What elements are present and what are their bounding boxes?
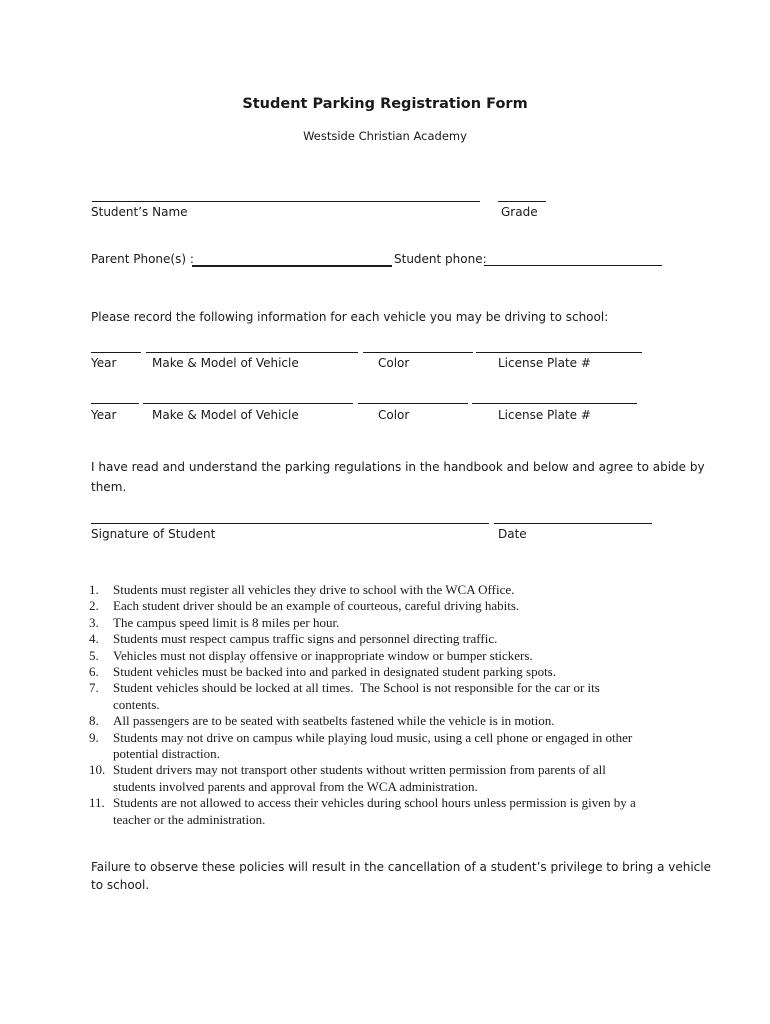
rule-number: 10. <box>89 762 106 778</box>
agreement-text-line1: I have read and understand the parking regulations in the handbook and below and agree to abide by <box>91 460 705 474</box>
vehicle1-color-line[interactable] <box>363 352 473 353</box>
rule-text: The campus speed limit is 8 miles per hour. <box>113 614 340 630</box>
vehicle2-year-line[interactable] <box>91 403 139 404</box>
rule-text: students involved parents and approval from the WCA administration. <box>113 778 478 794</box>
agreement-text-line2: them. <box>91 480 127 494</box>
grade-label: Grade <box>501 205 538 219</box>
vehicle1-year-label: Year <box>91 356 117 370</box>
vehicle2-make-label: Make & Model of Vehicle <box>152 408 299 422</box>
vehicle1-make-line[interactable] <box>146 352 358 353</box>
student-name-line[interactable] <box>92 201 480 202</box>
rule-number: 8. <box>89 713 99 729</box>
rule-text: teacher or the administration. <box>113 811 266 827</box>
rule-text: Students must respect campus traffic signs and personnel directing traffic. <box>113 631 498 647</box>
date-label: Date <box>498 527 527 541</box>
student-phone-label: Student phone: <box>394 252 487 266</box>
rule-number: 1. <box>89 582 99 597</box>
vehicle2-color-label: Color <box>378 408 410 422</box>
rule-number: 6. <box>89 664 99 679</box>
vehicle1-plate-label: License Plate # <box>498 356 591 370</box>
vehicle2-make-line[interactable] <box>143 403 353 404</box>
date-line[interactable] <box>494 523 652 524</box>
vehicle2-year-label: Year <box>91 408 117 422</box>
vehicle2-color-line[interactable] <box>358 403 468 404</box>
policy-footer-line1: Failure to observe these policies will result in the cancellation of a student’s privilege to bring a vehicle <box>91 860 711 874</box>
school-name: Westside Christian Academy <box>303 129 467 143</box>
rule-number: 5. <box>89 647 99 663</box>
page-title: Student Parking Registration Form <box>242 96 528 112</box>
student-phone-line[interactable] <box>484 265 662 266</box>
grade-line[interactable] <box>498 201 546 202</box>
signature-label: Signature of Student <box>91 527 216 541</box>
student-name-label: Student’s Name <box>91 205 188 219</box>
rule-text: Students must register all vehicles they drive to school with the WCA Office. <box>113 582 515 597</box>
vehicle-instruction: Please record the following information for each vehicle you may be driving to school: <box>91 310 609 324</box>
rule-number: 7. <box>89 680 99 696</box>
rule-text: Student vehicles must be backed into and parked in designated student parking spots. <box>113 664 556 679</box>
rule-text: Students are not allowed to access their vehicles during school hours unless permission is given by a <box>113 795 636 811</box>
rule-text: Student drivers may not transport other students without written permission from parents of all <box>113 762 606 778</box>
vehicle2-plate-label: License Plate # <box>498 408 591 422</box>
rule-text: contents. <box>113 696 160 712</box>
signature-line[interactable] <box>91 523 489 524</box>
policy-footer-line2: to school. <box>91 878 150 892</box>
rule-number: 11. <box>89 795 105 811</box>
vehicle1-color-label: Color <box>378 356 410 370</box>
rule-text: All passengers are to be seated with seatbelts fastened while the vehicle is in motion. <box>113 713 555 729</box>
vehicle1-make-label: Make & Model of Vehicle <box>152 356 299 370</box>
rule-text: Vehicles must not display offensive or inappropriate window or bumper stickers. <box>113 647 533 663</box>
rule-text: Students may not drive on campus while playing loud music, using a cell phone or engaged in other <box>113 729 633 745</box>
rule-number: 3. <box>89 614 99 630</box>
rule-text: Each student driver should be an example of courteous, careful driving habits. <box>113 598 520 614</box>
parent-phone-label: Parent Phone(s) : <box>91 252 194 266</box>
rule-text: potential distraction. <box>113 745 220 761</box>
rule-number: 2. <box>89 598 99 614</box>
vehicle1-plate-line[interactable] <box>476 352 642 353</box>
vehicle1-year-line[interactable] <box>91 352 141 353</box>
rule-number: 9. <box>89 729 99 745</box>
rule-number: 4. <box>89 631 99 647</box>
parent-phone-line[interactable] <box>192 265 392 267</box>
vehicle2-plate-line[interactable] <box>472 403 637 404</box>
rule-text: Student vehicles should be locked at all times. The School is not responsible for the car or its <box>113 680 600 696</box>
